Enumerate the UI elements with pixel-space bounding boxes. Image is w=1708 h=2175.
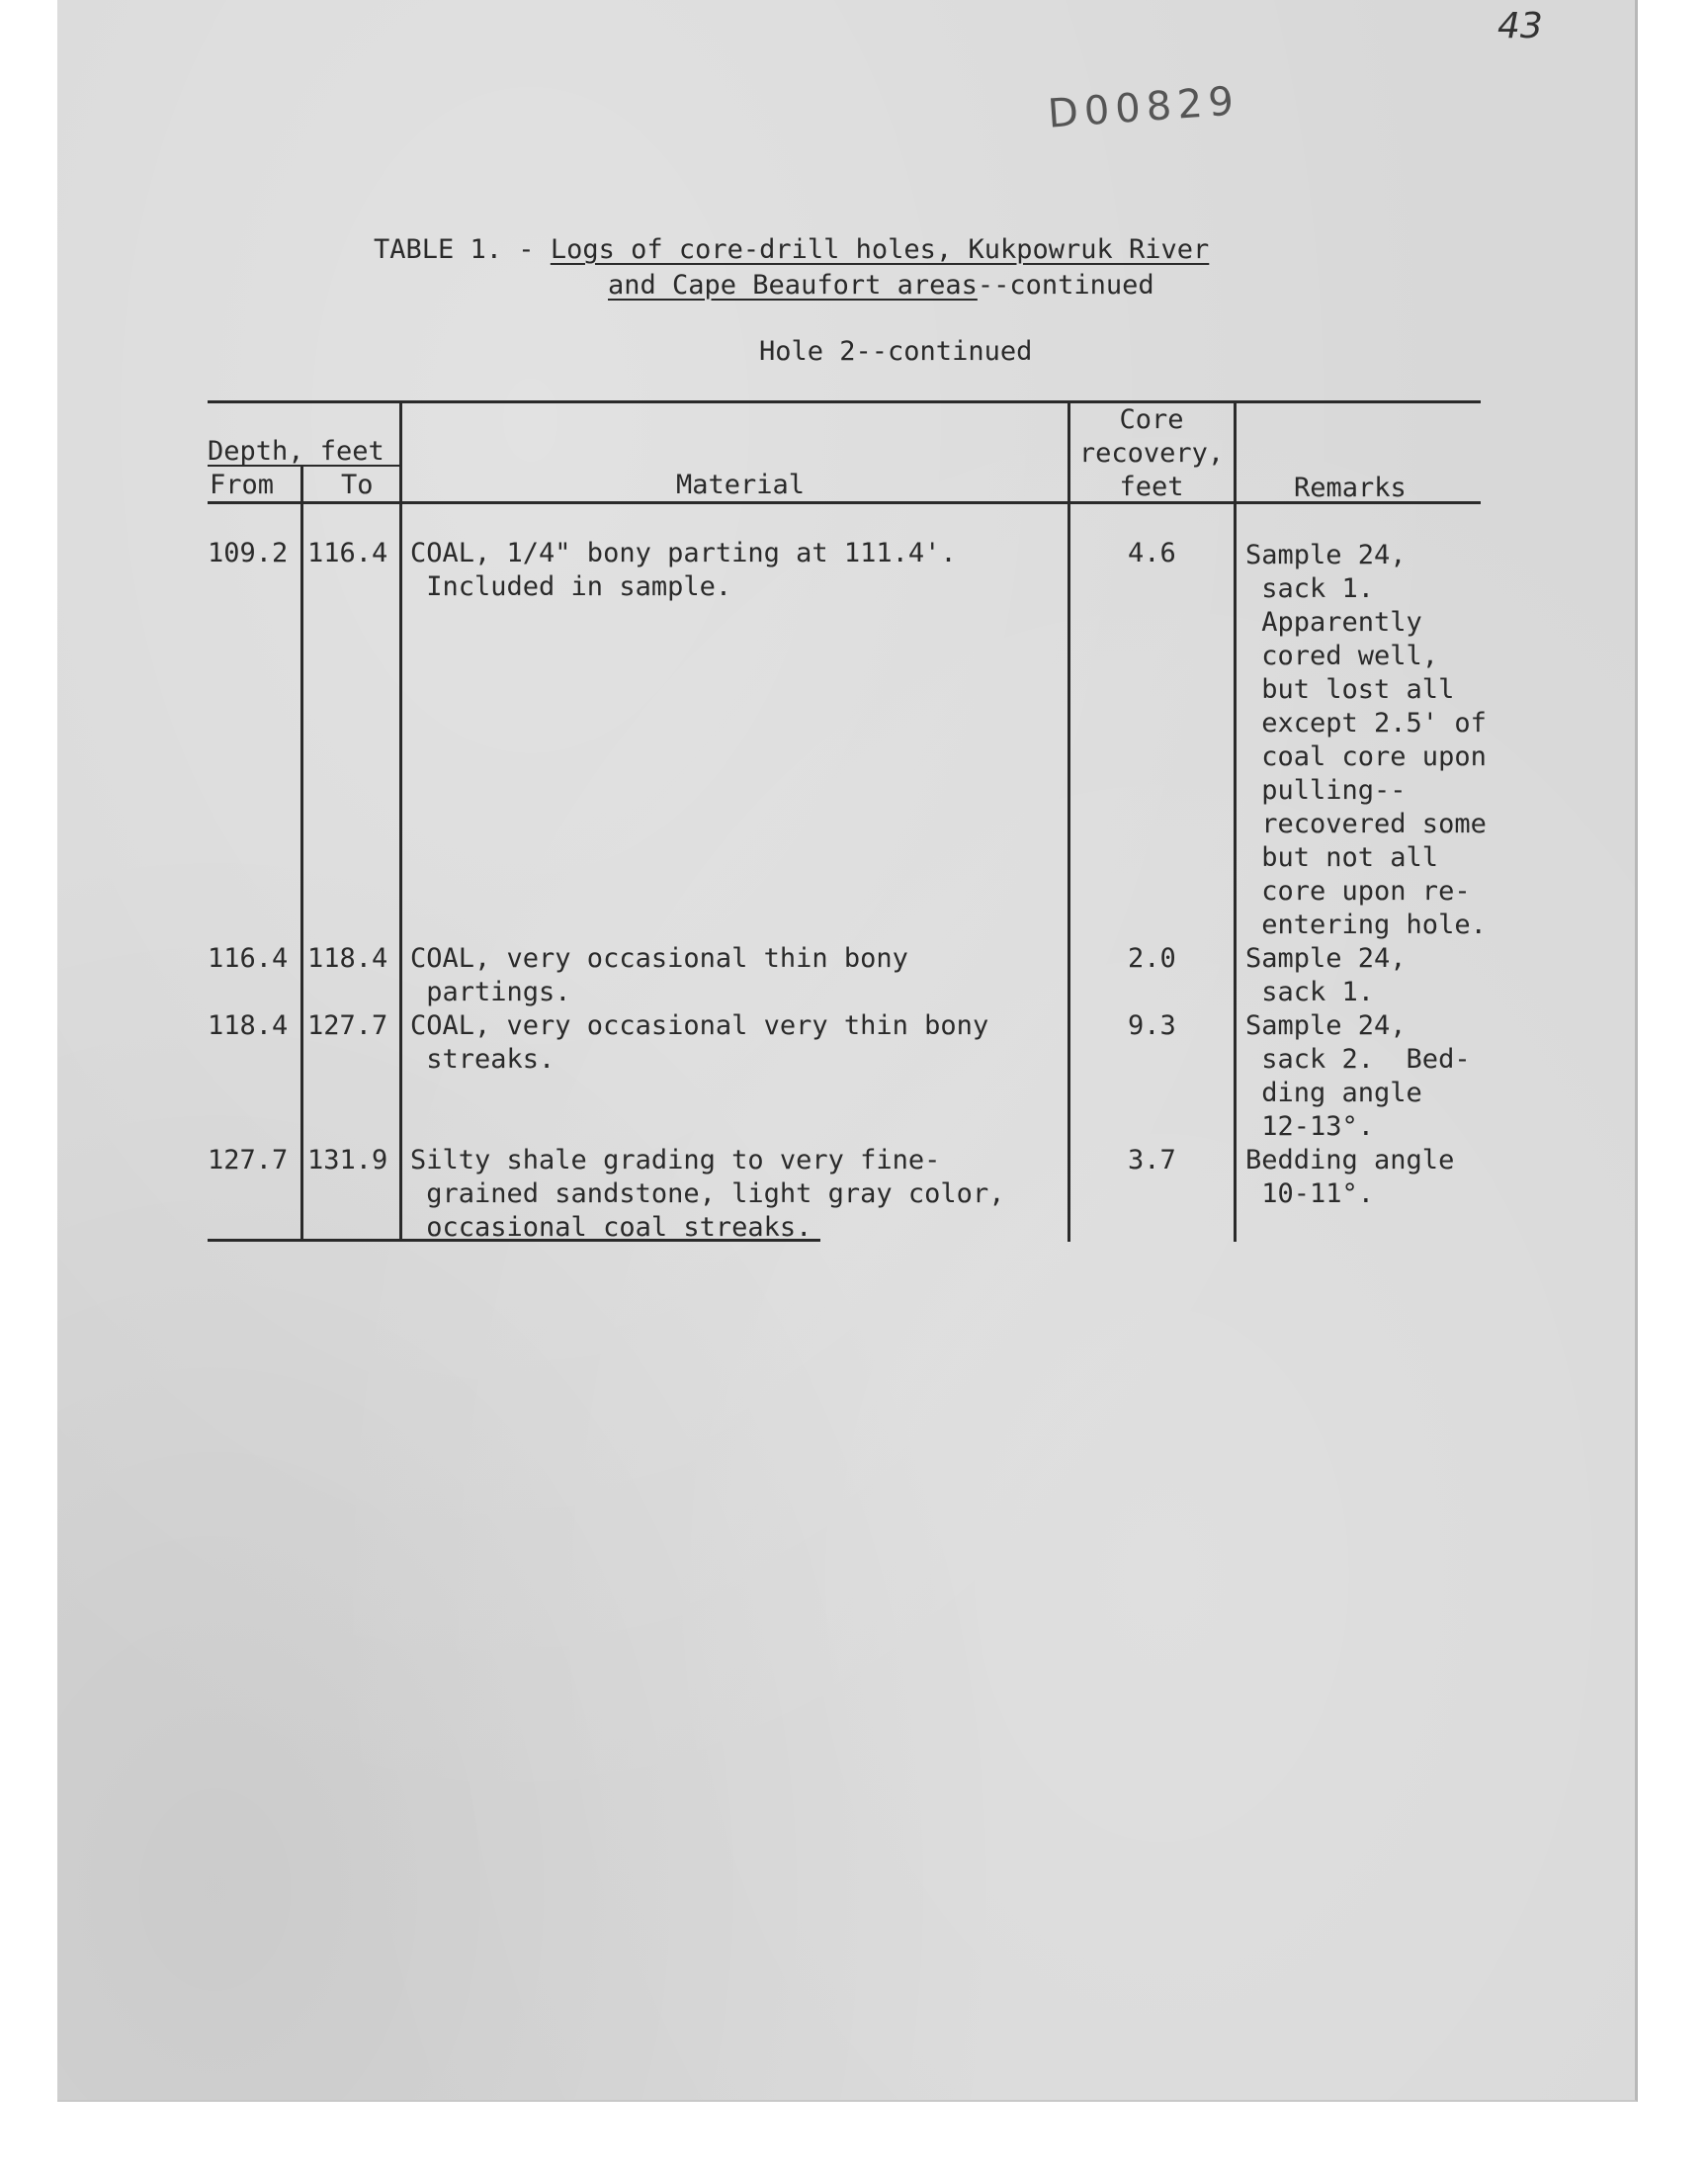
table-title-suffix: --continued bbox=[977, 270, 1154, 301]
row-2-material: COAL, very occasional thin bony partings. bbox=[410, 943, 908, 1007]
column-rule-from-to bbox=[300, 465, 303, 1242]
row-2-recovery: 2.0 bbox=[1128, 943, 1176, 974]
table-title-line-1 bbox=[374, 234, 1209, 265]
row-3-material: COAL, very occasional very thin bony streaks. bbox=[410, 1010, 989, 1075]
row-3-to: 127.7 bbox=[307, 1010, 388, 1041]
document-id: D00829 bbox=[1046, 78, 1241, 137]
row-3-from: 118.4 bbox=[208, 1010, 289, 1041]
row-1-from: 109.2 bbox=[208, 538, 289, 568]
table-title-continuation: and Cape Beaufort areas bbox=[608, 270, 978, 301]
row-1-recovery: 4.6 bbox=[1128, 538, 1176, 568]
table-title-prefix: TABLE 1. - bbox=[374, 234, 551, 265]
column-rule-recovery-remarks bbox=[1234, 400, 1237, 1242]
header-to: To bbox=[341, 470, 374, 500]
row-2-to: 118.4 bbox=[307, 943, 388, 974]
page-number: 43 bbox=[1497, 6, 1543, 46]
row-4-to: 131.9 bbox=[307, 1145, 388, 1175]
row-4-remarks: Bedding angle 10-11°. bbox=[1245, 1145, 1455, 1209]
row-4-material: Silty shale grading to very fine- grained sandstone, light gray color, occasional coal streaks. bbox=[410, 1145, 1005, 1243]
header-material: Material bbox=[676, 470, 806, 500]
header-depth-feet: Depth, feet bbox=[208, 436, 384, 467]
column-rule-to-material bbox=[399, 400, 402, 1242]
row-2-remarks: Sample 24, sack 1. bbox=[1245, 943, 1407, 1007]
header-remarks: Remarks bbox=[1294, 473, 1407, 503]
row-2-from: 116.4 bbox=[208, 943, 289, 974]
row-3-remarks: Sample 24, sack 2. Bed- ding angle 12-13°. bbox=[1245, 1010, 1471, 1142]
column-rule-material-recovery bbox=[1068, 400, 1070, 1242]
header-core-recovery: Core recovery, feet bbox=[1078, 404, 1225, 502]
table-title-line-2 bbox=[608, 270, 1154, 301]
row-4-from: 127.7 bbox=[208, 1145, 289, 1175]
row-3-recovery: 9.3 bbox=[1128, 1010, 1176, 1041]
row-1-to: 116.4 bbox=[307, 538, 388, 568]
table-subtitle: Hole 2--continued bbox=[759, 336, 1033, 367]
header-from: From bbox=[210, 470, 275, 500]
row-4-recovery: 3.7 bbox=[1128, 1145, 1176, 1175]
row-1-remarks: Sample 24, sack 1. Apparently cored well, but lost all except 2.5' of coal core upon pulling-- recovered some but not all core upon re- entering hole. bbox=[1245, 540, 1487, 940]
table-title-main: Logs of core-drill holes, Kukpowruk River bbox=[550, 234, 1210, 265]
row-1-material: COAL, 1/4" bony parting at 111.4'. Included in sample. bbox=[410, 538, 957, 602]
